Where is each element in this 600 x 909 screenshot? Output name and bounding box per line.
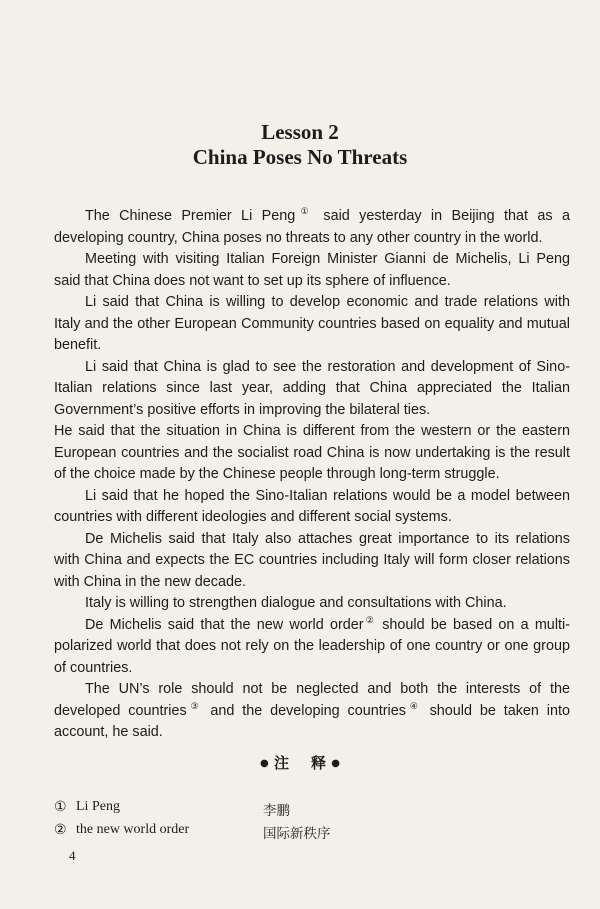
footnote-ref-4: ④ [405, 700, 422, 711]
note-chinese: 国际新秩序 [263, 826, 331, 842]
bullet-dot-icon: ● [331, 758, 340, 769]
paragraph-8: Italy is willing to strengthen dialogue and consultations with China. [85, 595, 507, 611]
footnote-ref-1: ① [295, 206, 315, 216]
lesson-title: China Poses No Threats [192, 145, 408, 169]
paragraph-10: The UN’s role should not be neglected and both the interests of the developed countries③ and the developing countries④ should be taken into account, he said. [54, 681, 570, 740]
bullet-dot-icon: ● [260, 758, 269, 769]
notes-heading: ● 注 释 ● [260, 754, 340, 772]
paragraph-3: Li said that China is willing to develop economic and trade relations with Italy and the other European Community countries based on equality and mutual benefit. [54, 294, 570, 353]
paragraph-5: He said that the situation in China is different from the western or the eastern European countries and the socialist road China is now undertaking is the result of the choice made by the Chinese people through long-term struggle. [54, 423, 570, 482]
note-number: ① [54, 800, 67, 815]
note-chinese: 李鹏 [263, 803, 290, 819]
footnote-ref-3: ③ [186, 700, 203, 711]
paragraph-6: Li said that he hoped the Sino-Italian relations would be a model between countries with different ideologies and different social systems. [54, 487, 570, 525]
note-english: the new world order [76, 822, 190, 837]
paragraph-7: De Michelis said that Italy also attaches great importance to its relations with China and expects the EC countries including Italy will form closer relations with China in the new decade. [54, 530, 570, 590]
paragraph-4: Li said that China is glad to see the restoration and development of Sino-Italian relations since last year, adding that China appreciated the Italian Government’s positive efforts in improving the bilateral ties. [54, 358, 570, 418]
lesson-number: Lesson 2 [261, 120, 339, 144]
paragraph-9: De Michelis said that the new world order② should be based on a multi-polarized world that does not rely on the leadership of one country or one group of countries. [54, 614, 570, 676]
footnote-ref-2: ② [363, 614, 377, 625]
note-item [54, 822, 554, 842]
article-body [54, 206, 570, 744]
paragraph-1: The Chinese Premier Li Peng① said yesterday in Beijing that as a developing country, China poses no threats to any other country in the world. [54, 206, 570, 246]
note-english: Li Peng [76, 799, 120, 814]
page-number: 4 [69, 848, 76, 863]
note-number: ② [54, 823, 67, 838]
note-item [54, 799, 554, 819]
paragraph-2: Meeting with visiting Italian Foreign Minister Gianni de Michelis, Li Peng said that China does not want to set up its sphere of influence. [54, 251, 570, 289]
